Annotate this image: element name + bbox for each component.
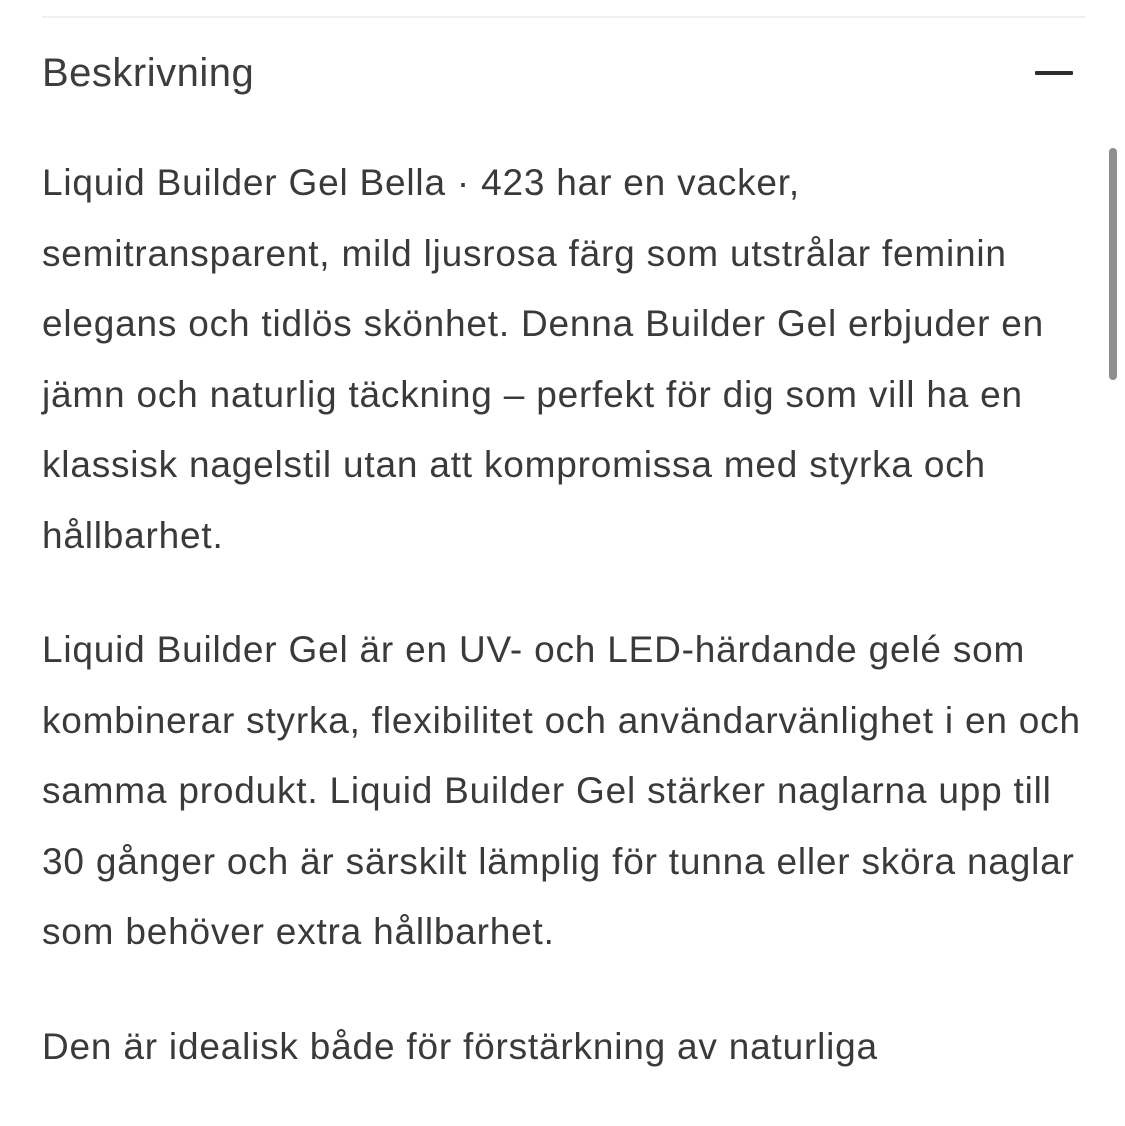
scrollbar-thumb[interactable] bbox=[1109, 148, 1117, 380]
section-divider bbox=[42, 16, 1085, 18]
description-paragraph: Den är idealisk både för förstärkning av naturliga bbox=[42, 1025, 878, 1067]
description-paragraph: Liquid Builder Gel är en UV- och LED-härdande gelé som kombinerar styrka, flexibilitet och användarvänlighet i en och samma produkt. Liquid Builder Gel stärker naglarna upp till 30 gånger och är särskilt lämplig för tunna eller sköra naglar som behöver extra hållbarhet. bbox=[42, 629, 1081, 952]
description-content bbox=[42, 148, 1092, 1126]
accordion-title: Beskrivning bbox=[42, 50, 255, 95]
description-paragraph: Liquid Builder Gel Bella · 423 har en vacker, semitransparent, mild ljusrosa färg som utstrålar feminin elegans och tidlös skönhet. Denna Builder Gel erbjuder en jämn och naturlig täckning – perfekt för dig som vill ha en klassisk nagelstil utan att kompromissa med styrka och hållbarhet. bbox=[42, 162, 1045, 556]
minus-icon[interactable] bbox=[1035, 54, 1073, 92]
description-accordion-header[interactable] bbox=[42, 40, 1073, 106]
